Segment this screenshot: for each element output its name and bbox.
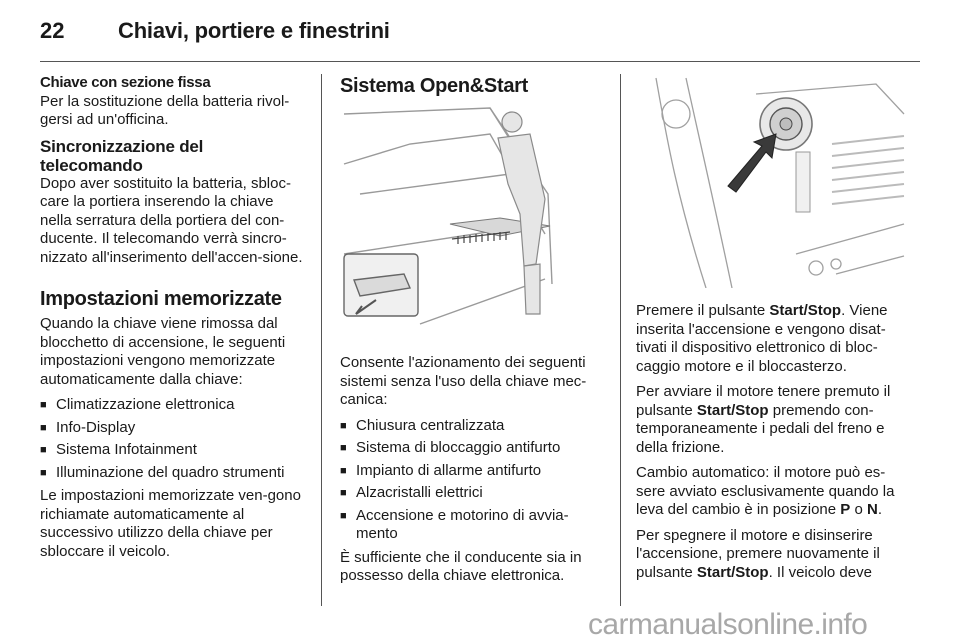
paragraph-open-start-intro: Consente l'azionamento dei seguenti sistemi senza l'uso della chiave mec-canica: (340, 354, 587, 408)
column-3 (636, 74, 906, 589)
list-item: ■ Sistema di bloccaggio antifurto (340, 439, 606, 458)
paragraph-automatic: Cambio automatico: il motore può es-sere avviato esclusivamente quando la leva del cambio è in posizione P o N. (636, 464, 895, 518)
dashboard-drawing (636, 74, 906, 288)
section-heading-fixed-key: Chiave con sezione fissa (40, 74, 211, 91)
paragraph-start-engine: Per avviare il motore tenere premuto il pulsante Start/Stop premendo con-temporaneamente i pedali del freno e della frizione. (636, 383, 891, 456)
paragraph-battery: Per la sostituzione della batteria rivol-gersi ad un'officina. (40, 92, 290, 128)
paragraph-press-button: Premere il pulsante Start/Stop. Viene inserita l'accensione e vengono disat-tivati il dispositivo elettronico di bloc-caggio motore e il bloccasterzo. (636, 302, 888, 375)
list-item: ■ Alzacristalli elettrici (340, 484, 606, 503)
car-door-drawing (340, 104, 606, 328)
list-item: ■ Impianto di allarme antifurto (340, 462, 606, 481)
section-heading-open-start: Sistema Open&Start (340, 75, 528, 97)
list-item: ■ Illuminazione del quadro strumenti (40, 464, 306, 483)
column-1 (40, 74, 306, 568)
watermark: carmanualsonline.info (588, 608, 868, 641)
section-heading-stored-settings: Impostazioni memorizzate (40, 288, 282, 310)
list-item: ■ Info-Display (40, 419, 306, 438)
page-number: 22 (40, 18, 65, 43)
paragraph-electronic-key: È sufficiente che il conducente sia in possesso della chiave elettronica. (340, 548, 582, 584)
start-stop-button-illustration (636, 74, 906, 288)
list-item: ■ Accensione e motorino di avvia-mento (340, 507, 606, 544)
paragraph-stored-recall: Le impostazioni memorizzate ven-gono richiamate automaticamente al successivo utilizzo della chiave per sbloccare il veicolo. (40, 487, 301, 560)
list-item: ■ Chiusura centralizzata (340, 417, 606, 436)
column-divider (321, 74, 322, 606)
stored-settings-list (40, 396, 306, 482)
open-start-list (340, 417, 606, 544)
paragraph-stored-settings: Quando la chiave viene rimossa dal blocchetto di accensione, le seguenti impostazioni vengono memorizzate automaticamente dalla chiave: (40, 315, 286, 388)
page-header (40, 14, 920, 54)
car-door-illustration (340, 104, 606, 328)
list-item: ■ Climatizzazione elettronica (40, 396, 306, 415)
page-title: Chiavi, portiere e finestrini (118, 18, 390, 43)
column-divider (620, 74, 621, 606)
section-heading-remote-sync: Sincronizzazione del telecomando (40, 136, 204, 175)
list-item: ■ Sistema Infotainment (40, 441, 306, 460)
column-2 (340, 74, 606, 593)
paragraph-stop-engine: Per spegnere il motore e disinserire l'accensione, premere nuovamente il pulsante Start/Stop. Il veicolo deve (636, 526, 880, 581)
header-rule (40, 61, 920, 62)
paragraph-remote-sync: Dopo aver sostituito la batteria, sbloc-care la portiera inserendo la chiave nella serratura della portiera del con-ducente. Il telecomando verrà sincro-nizzato all'inserimento dell'accen-sione. (40, 174, 303, 266)
